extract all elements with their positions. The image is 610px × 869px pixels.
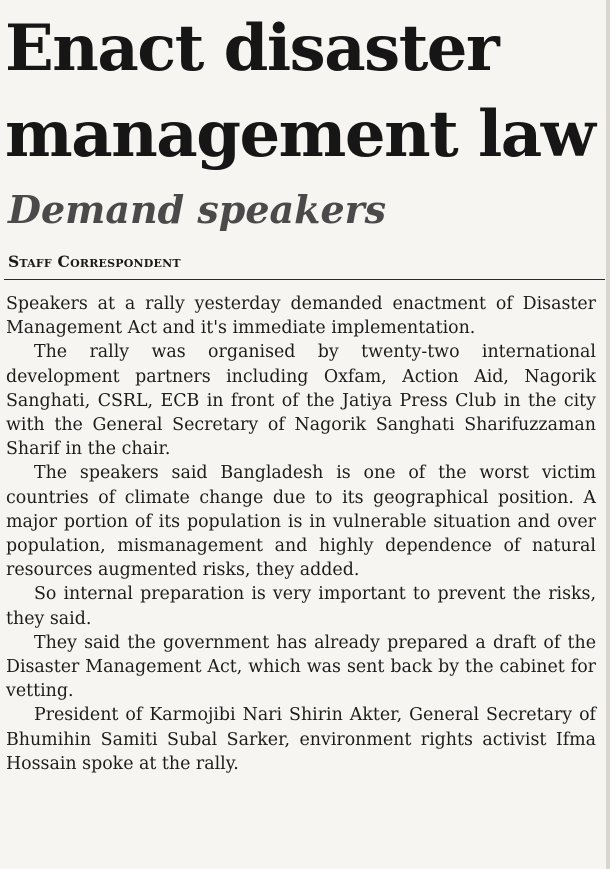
headline-line-1: Enact disaster xyxy=(5,11,499,86)
page-edge xyxy=(606,0,610,869)
article-body xyxy=(6,292,596,776)
headline-line-2: management law xyxy=(5,97,595,172)
kicker-subheadline: Demand speakers xyxy=(8,187,387,232)
paragraph: President of Karmojibi Nari Shirin Akter, General Secretary of Bhumihin Samiti Subal Sarker, environment rights activist Ifma Hossain spoke at the rally. xyxy=(6,705,596,774)
paragraph: So internal preparation is very important to prevent the risks, they said. xyxy=(6,584,596,629)
paragraph: Speakers at a rally yesterday demanded enactment of Disaster Management Act and it's immediate implementation. xyxy=(6,294,596,339)
paragraph: The speakers said Bangladesh is one of the worst victim countries of climate change due to its geographical position. A major portion of its population is in vulnerable situation and over population, mismanagement and highly dependence of natural resources augmented risks, they added. xyxy=(6,463,596,581)
byline-divider xyxy=(4,279,605,280)
paragraph: The rally was organised by twenty-two international development partners including Oxfam, Action Aid, Nagorik Sanghati, CSRL, ECB in front of the Jatiya Press Club in the city with the General Secretary of Nagorik Sanghati Sharifuzzaman Sharif in the chair. xyxy=(6,342,596,460)
headline xyxy=(5,6,605,178)
paragraph: They said the government has already prepared a draft of the Disaster Management Act, which was sent back by the cabinet for vetting. xyxy=(6,632,596,702)
byline: Staff Correspondent xyxy=(8,252,181,271)
